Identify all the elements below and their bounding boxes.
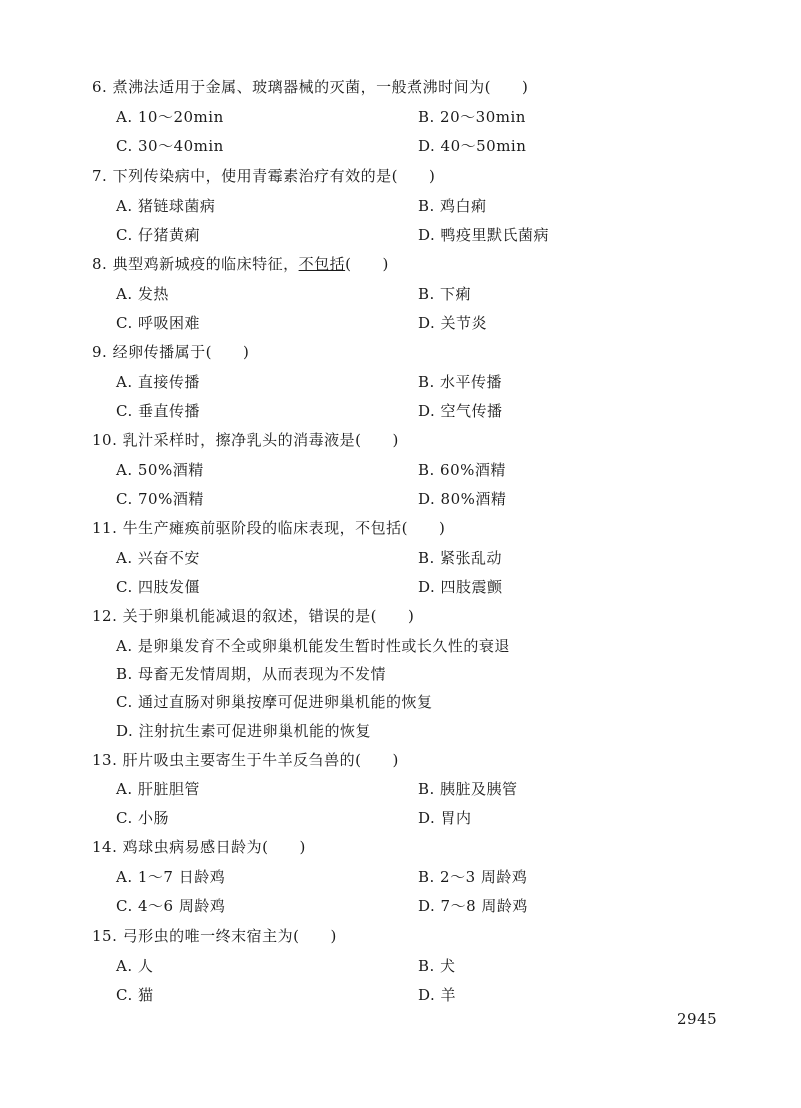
question-number: 10. [92,431,118,449]
question-number: 14. [92,838,118,856]
question-text: 典型鸡新城疫的临床特征， [112,255,299,273]
option-d: D. 羊 [418,986,457,1004]
question-number: 13. [92,751,118,769]
question-number: 15. [92,927,118,945]
question-14 [92,836,306,857]
option-b: B. 水平传播 [418,373,503,391]
option-d: D. 80%酒精 [418,490,507,508]
option-a: A. 发热 [116,285,169,303]
question-number: 6. [92,78,108,96]
option-b: B. 下痢 [418,285,472,303]
question-number: 7. [92,167,108,185]
option-d: D. 四肢震颤 [418,578,503,596]
option-c: C. 四肢发僵 [116,578,200,596]
question-text: 下列传染病中，使用青霉素治疗有效的是( ) [112,167,436,185]
option-a: A. 是卵巢发育不全或卵巢机能发生暂时性或长久性的衰退 [116,637,510,655]
question-number: 12. [92,607,118,625]
option-c: C. 4～6 周龄鸡 [116,897,226,915]
option-a: A. 1～7 日龄鸡 [116,868,226,886]
question-text: 弓形虫的唯一终末宿主为( ) [122,927,337,945]
option-a: A. 猪链球菌病 [116,197,216,215]
question-12 [92,605,414,626]
question-text: 乳汁采样时，擦净乳头的消毒液是( ) [122,431,399,449]
question-9 [92,341,249,362]
option-d: D. 鸭疫里默氏菌病 [418,226,550,244]
option-a: A. 人 [116,957,154,975]
question-13 [92,749,399,770]
option-c: C. 30～40min [116,137,224,155]
option-c: C. 垂直传播 [116,402,200,420]
option-c: C. 猫 [116,986,154,1004]
option-c: C. 呼吸困难 [116,314,200,332]
option-c: C. 仔猪黄痢 [116,226,200,244]
question-6 [92,76,528,97]
question-number: 11. [92,519,118,537]
question-15 [92,925,337,946]
option-b: B. 母畜无发情周期，从而表现为不发情 [116,665,387,683]
option-d: D. 7～8 周龄鸡 [418,897,528,915]
option-b: B. 犬 [418,957,456,975]
option-b: B. 20～30min [418,108,526,126]
page-number: 2945 [677,1010,718,1028]
question-text: 煮沸法适用于金属、玻璃器械的灭菌，一般煮沸时间为( ) [112,78,529,96]
question-number: 8. [92,255,108,273]
question-number: 9. [92,343,108,361]
option-d: D. 空气传播 [418,402,503,420]
question-text: 经卵传播属于( ) [112,343,250,361]
option-d: D. 40～50min [418,137,527,155]
option-b: B. 紧张乱动 [418,549,503,567]
option-b: B. 2～3 周龄鸡 [418,868,528,886]
option-a: A. 兴奋不安 [116,549,200,567]
option-b: B. 胰脏及胰管 [418,780,518,798]
option-a: A. 直接传播 [116,373,200,391]
option-c: C. 小肠 [116,809,169,827]
question-text: 牛生产瘫痪前驱阶段的临床表现，不包括( ) [122,519,446,537]
question-7 [92,165,435,186]
option-a: A. 肝脏胆管 [116,780,200,798]
option-d: D. 关节炎 [418,314,488,332]
question-10 [92,429,399,450]
question-8 [92,253,389,274]
option-a: A. 10～20min [116,108,224,126]
option-b: B. 60%酒精 [418,461,506,479]
question-text-end: ( ) [345,255,389,273]
option-c: C. 70%酒精 [116,490,204,508]
option-d: D. 注射抗生素可促进卵巢机能的恢复 [116,722,372,740]
option-d: D. 胃内 [418,809,472,827]
option-a: A. 50%酒精 [116,461,204,479]
question-text: 鸡球虫病易感日龄为( ) [122,838,306,856]
option-b: B. 鸡白痢 [418,197,487,215]
question-11 [92,517,445,538]
emphasis-underline: 不包括 [298,255,346,273]
option-c: C. 通过直肠对卵巢按摩可促进卵巢机能的恢复 [116,693,433,711]
question-text: 关于卵巢机能减退的叙述，错误的是( ) [122,607,415,625]
question-text: 肝片吸虫主要寄生于牛羊反刍兽的( ) [122,751,399,769]
